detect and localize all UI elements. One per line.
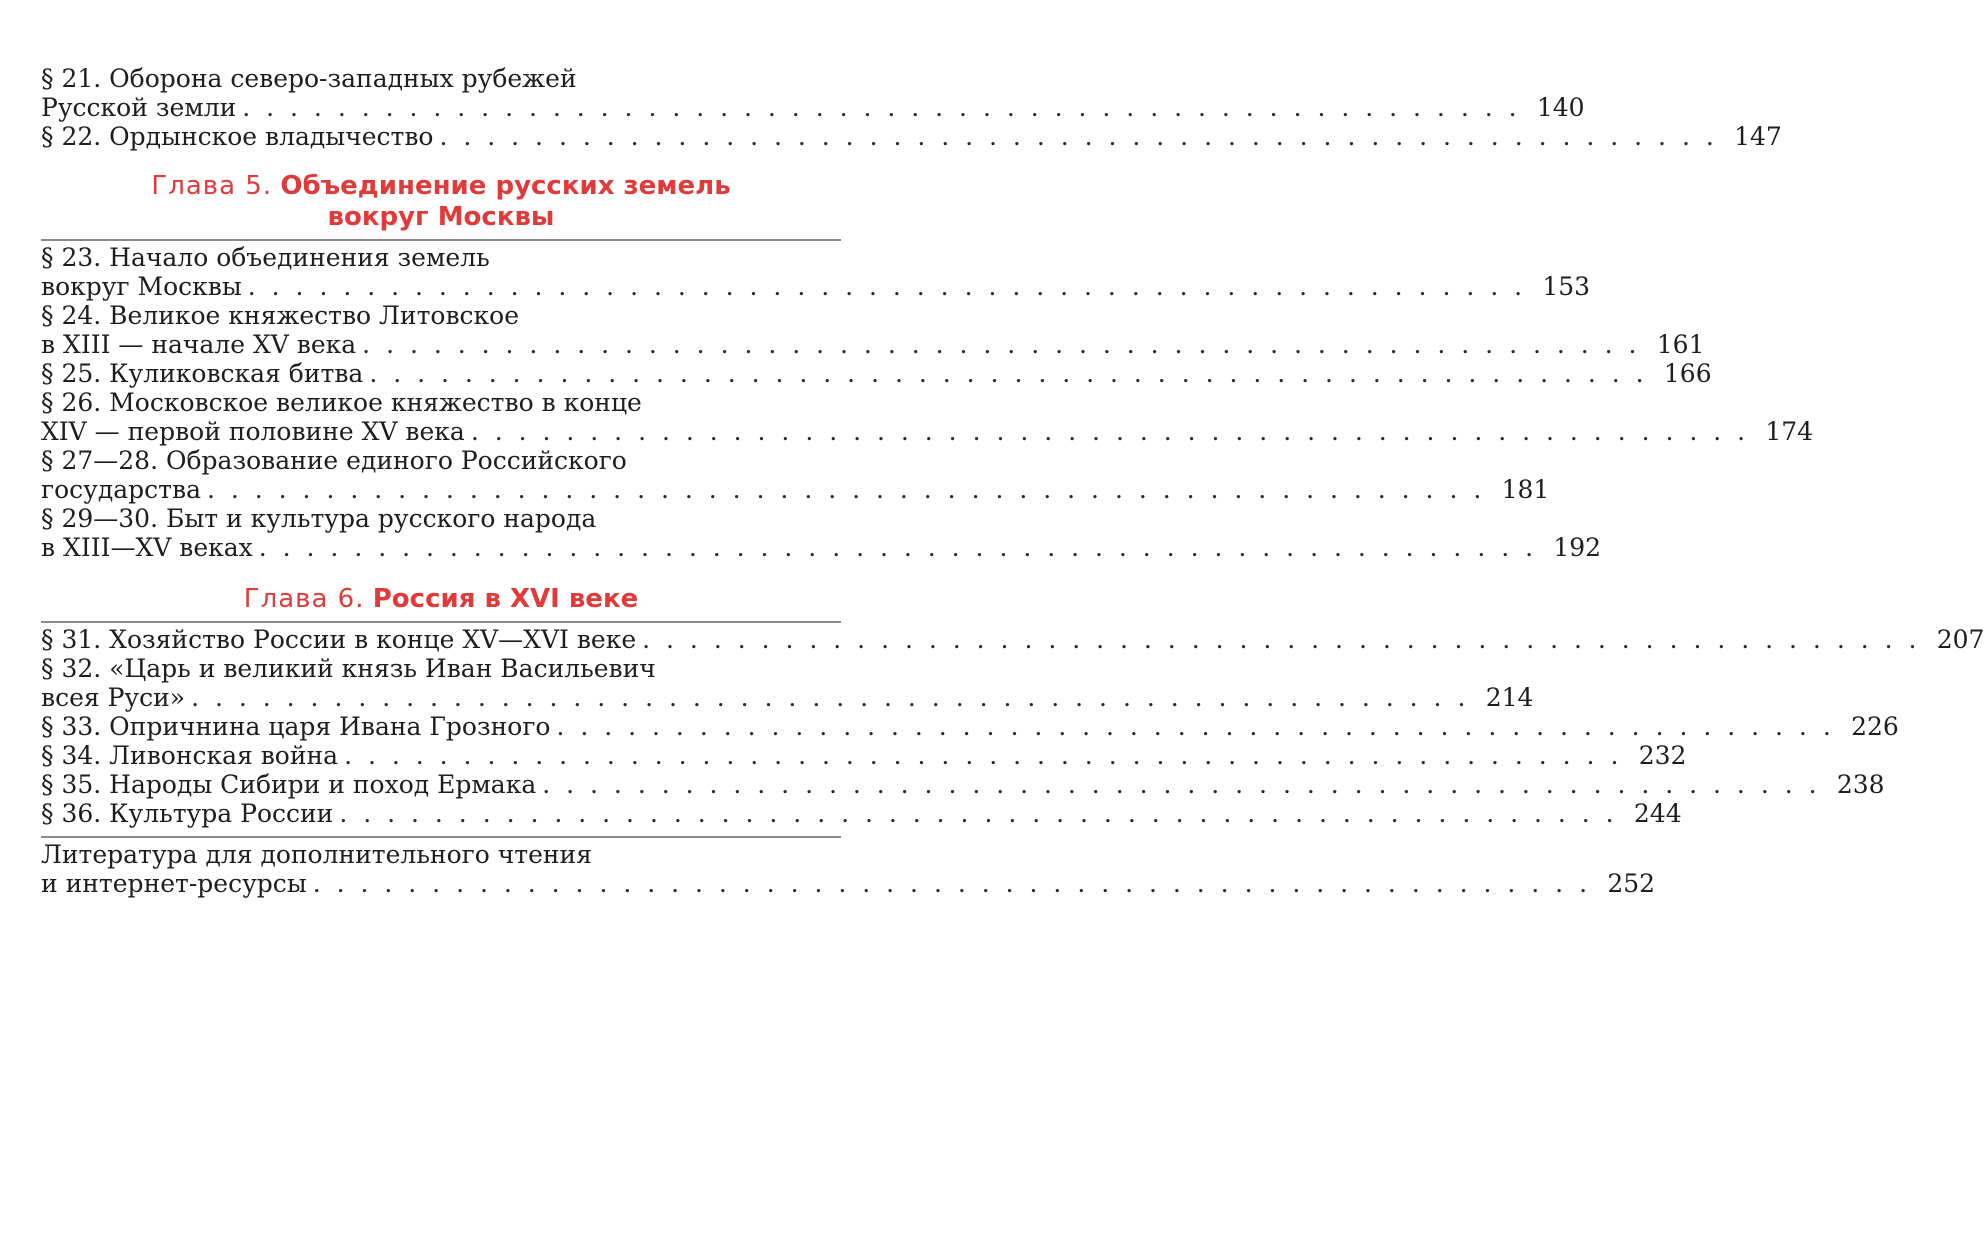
leader-dots: . . . . . . . . . . . . . . . . . . . . . . . . . . . . . . . . . . . . . . . . . . . . . . . . . . . . . . [191,683,1470,712]
chapter-number: Глава 6. [243,584,365,614]
toc-entry-24 [41,301,1705,359]
chapter-title: Россия в XVI веке [372,584,639,614]
section-number: § 27—28. [41,446,159,475]
leader-dots: . . . . . . . . . . . . . . . . . . . . . . . . . . . . . . . . . . . . . . . . . . . . . . . . . . . . . . [242,93,1521,122]
chapter-title-cont: вокруг Москвы [327,202,555,232]
page-number: 207 [1936,625,1984,654]
page-number: 238 [1836,770,1885,799]
leader-dots: . . . . . . . . . . . . . . . . . . . . . . . . . . . . . . . . . . . . . . . . . . . . . . . . . . . . . . [542,770,1821,799]
toc-entry-25 [41,359,1712,388]
section-title: Начало объединения земель [109,243,490,272]
leader-dots: . . . . . . . . . . . . . . . . . . . . . . . . . . . . . . . . . . . . . . . . . . . . . . . . . . . . . . [362,330,1641,359]
section-title: Великое княжество Литовское [109,301,520,330]
chapter-5-heading [41,171,841,233]
toc-entry-27-28 [41,446,1550,504]
leader-dots: . . . . . . . . . . . . . . . . . . . . . . . . . . . . . . . . . . . . . . . . . . . . . . . . . . . . . . [258,533,1538,562]
page-number: 153 [1542,272,1591,301]
section-title-cont: Русской земли [41,93,237,122]
chapter-6-heading [41,584,841,615]
section-title-cont: всея Руси» [41,683,186,712]
page-number: 192 [1553,533,1602,562]
toc-entry-34 [41,741,1687,770]
leader-dots: . . . . . . . . . . . . . . . . . . . . . . . . . . . . . . . . . . . . . . . . . . . . . . . . . . . . . . [206,475,1486,504]
leader-dots: . . . . . . . . . . . . . . . . . . . . . . . . . . . . . . . . . . . . . . . . . . . . . . . . . . . . . . [439,122,1718,151]
section-number: § 33. [41,712,102,741]
toc-entry-22 [41,122,1782,151]
divider [41,836,841,838]
section-number: § 36. [41,799,102,828]
leader-dots: . . . . . . . . . . . . . . . . . . . . . . . . . . . . . . . . . . . . . . . . . . . . . . . . . . . . . . [556,712,1835,741]
section-title: Литература для дополнительного чтения [41,840,592,869]
section-number: § 21. [41,64,102,93]
section-number: § 26. [41,388,102,417]
leader-dots: . . . . . . . . . . . . . . . . . . . . . . . . . . . . . . . . . . . . . . . . . . . . . . . . . . . . . . [312,869,1592,898]
toc-entry-29-30 [41,504,1602,562]
section-title: Народы Сибири и поход Ермака [109,770,537,799]
section-title: Культура России [109,799,334,828]
section-title: Быт и культура русского народа [165,504,597,533]
chapter-number: Глава 5. [151,171,273,201]
section-title-cont: XIV — первой половине XV века [41,417,465,446]
page-number: 181 [1501,475,1550,504]
leader-dots: . . . . . . . . . . . . . . . . . . . . . . . . . . . . . . . . . . . . . . . . . . . . . . . . . . . . . . [369,359,1648,388]
page-number: 140 [1536,93,1585,122]
page-number: 166 [1663,359,1712,388]
page-number: 244 [1633,799,1682,828]
section-title-cont: и интернет-ресурсы [41,869,307,898]
toc-entry-36 [41,799,1682,828]
section-title: Образование единого Российского [165,446,627,475]
toc-entry-35 [41,770,1885,799]
toc-entry-23 [41,243,1591,301]
section-title-cont: вокруг Москвы [41,272,242,301]
section-number: § 23. [41,243,102,272]
toc-entry-32 [41,654,1534,712]
page-number: 147 [1734,122,1782,151]
section-title: Ливонская война [109,741,339,770]
page-number: 161 [1656,330,1705,359]
leader-dots: . . . . . . . . . . . . . . . . . . . . . . . . . . . . . . . . . . . . . . . . . . . . . . . . . . . . . . [642,625,1921,654]
section-title: Куликовская битва [109,359,364,388]
section-title: Московское великое княжество в конце [109,388,642,417]
page-number: 226 [1851,712,1899,741]
leader-dots: . . . . . . . . . . . . . . . . . . . . . . . . . . . . . . . . . . . . . . . . . . . . . . . . . . . . . . [247,272,1527,301]
section-title: Оборона северо-западных рубежей [109,64,577,93]
chapter-title: Объединение русских земель [280,171,731,201]
section-title-cont: в XIII — начале XV века [41,330,357,359]
toc-entry-31 [41,625,1984,654]
page-number: 214 [1485,683,1534,712]
divider [41,239,841,241]
toc-entry-literature [41,840,1656,898]
section-title-cont: государства [41,475,201,504]
section-number: § 31. [41,625,102,654]
section-number: § 32. [41,654,102,683]
section-title: Хозяйство России в конце XV—XVI веке [109,625,637,654]
section-title-cont: в XIII—XV веках [41,533,253,562]
section-number: § 24. [41,301,102,330]
leader-dots: . . . . . . . . . . . . . . . . . . . . . . . . . . . . . . . . . . . . . . . . . . . . . . . . . . . . . . [339,799,1618,828]
page-number: 252 [1607,869,1656,898]
section-number: § 29—30. [41,504,159,533]
toc-entry-26 [41,388,1814,446]
toc-entry-21 [41,64,1585,122]
divider [41,621,841,623]
section-title: Ордынское владычество [109,122,434,151]
section-number: § 34. [41,741,102,770]
section-title: Опричнина царя Ивана Грозного [109,712,551,741]
section-number: § 25. [41,359,102,388]
leader-dots: . . . . . . . . . . . . . . . . . . . . . . . . . . . . . . . . . . . . . . . . . . . . . . . . . . . . . . [470,417,1750,446]
page-number: 232 [1638,741,1687,770]
section-title: «Царь и великий князь Иван Васильевич [109,654,656,683]
page-number: 174 [1765,417,1814,446]
table-of-contents [41,64,1984,898]
leader-dots: . . . . . . . . . . . . . . . . . . . . . . . . . . . . . . . . . . . . . . . . . . . . . . . . . . . . . . [344,741,1623,770]
section-number: § 35. [41,770,102,799]
section-number: § 22. [41,122,102,151]
toc-entry-33 [41,712,1899,741]
